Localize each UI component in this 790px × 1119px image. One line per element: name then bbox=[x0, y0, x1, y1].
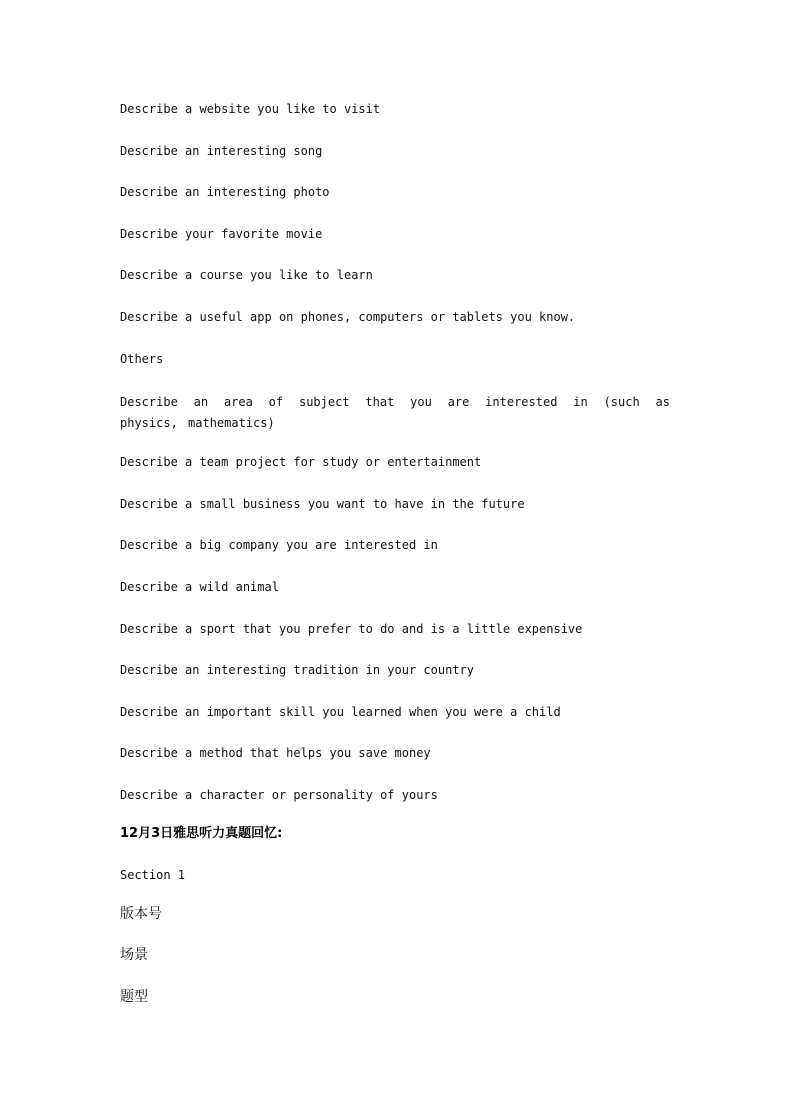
topic-line: Describe a useful app on phones, computers or tablets you know. bbox=[120, 309, 576, 324]
topic-line: Describe a sport that you prefer to do and is a little expensive bbox=[120, 621, 583, 636]
topic-line: Describe a wild animal bbox=[120, 579, 279, 594]
topic-line: Describe a big company you are interested in bbox=[120, 538, 438, 553]
topic-line: Describe a character or personality of yours bbox=[120, 787, 438, 802]
topic-line: Describe a course you like to learn bbox=[120, 268, 373, 283]
topic-line: Describe a method that helps you save money bbox=[120, 746, 431, 761]
field-scene: 场景 bbox=[120, 947, 148, 964]
topic-line: Describe a website you like to visit bbox=[120, 102, 381, 116]
topic-line: Describe an important skill you learned when you were a child bbox=[120, 704, 561, 719]
field-question-type: 题型 bbox=[120, 988, 148, 1005]
topic-line: Describe your favorite movie bbox=[120, 226, 323, 241]
topic-line: Describe an interesting photo bbox=[120, 185, 330, 200]
topic-line: Describe an interesting song bbox=[120, 143, 323, 158]
topic-line: Describe an interesting tradition in your country bbox=[120, 663, 475, 678]
topic-line: Describe an area of subject that you are interested in (such as physics, mathematics) bbox=[120, 395, 681, 431]
document-content bbox=[120, 101, 681, 1006]
field-version: 版本号 bbox=[120, 905, 162, 922]
topic-line: Describe a team project for study or entertainment bbox=[120, 455, 482, 470]
others-label: Others bbox=[120, 351, 164, 366]
section-label: Section 1 bbox=[120, 867, 186, 882]
listening-heading: 12月3日雅思听力真题回忆: bbox=[120, 825, 283, 841]
topic-line: Describe a small business you want to have in the future bbox=[120, 496, 525, 511]
